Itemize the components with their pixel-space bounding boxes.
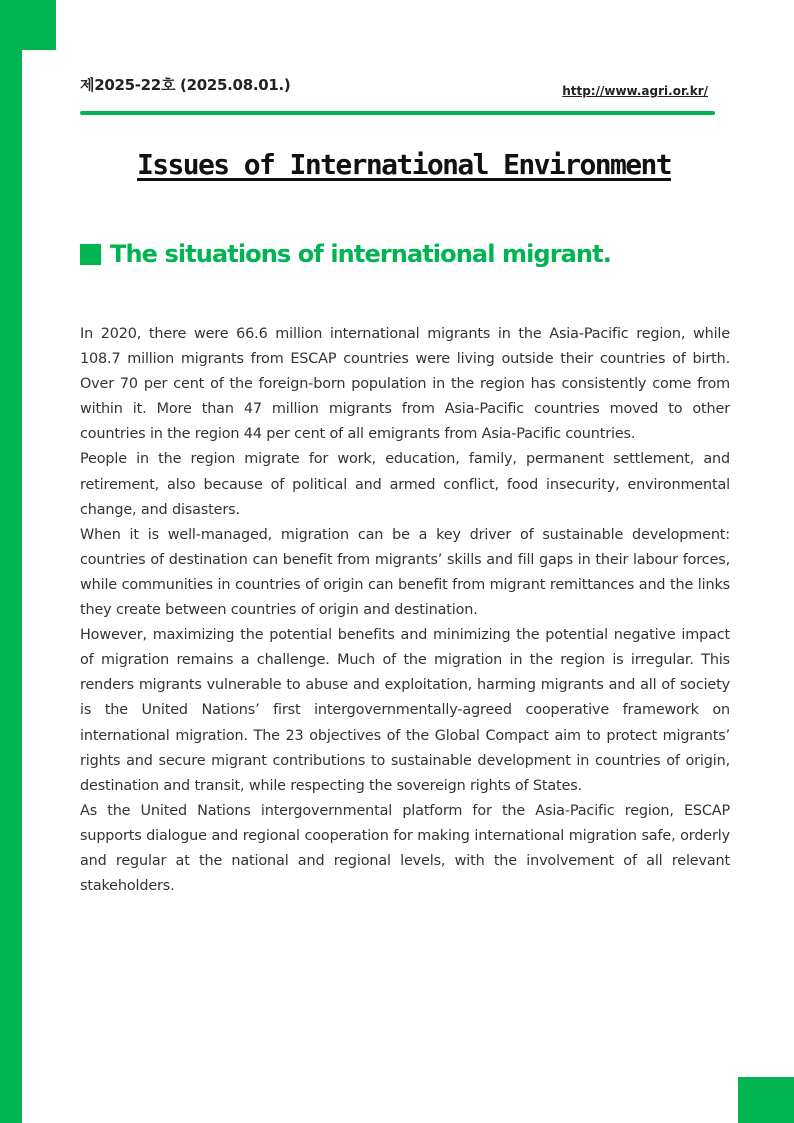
issue-number: 제2025-22호 (2025.08.01.) (80, 76, 291, 94)
article-body (80, 322, 730, 899)
left-accent-bar (0, 0, 22, 1123)
section-heading-text: The situations of international migrant. (110, 240, 611, 268)
header-divider (80, 111, 715, 115)
top-accent-block (0, 0, 56, 50)
section-heading (80, 240, 611, 268)
page-title: Issues of International Environment (136, 148, 671, 181)
body-paragraph-5: As the United Nations intergovernmental platform for the Asia-Pacific region, ESCAP supports dialogue and regional cooperation for making international migration safe, orderly and regular at the national and regional levels, with the involvement of all relevant stakeholders. (80, 802, 730, 895)
square-bullet-icon (80, 244, 101, 265)
body-paragraph-4: However, maximizing the potential benefits and minimizing the potential negative impact of migration remains a challenge. Much of the migration in the region is irregular. This renders migrants vulnerable to abuse and exploitation, harming migrants and all of society is the United Nations’ first intergovernmentally-agreed cooperative framework on international migration. The 23 objectives of the Global Compact aim to protect migrants’ rights and secure migrant contributions to sustainable development in countries of origin, destination and transit, while respecting the sovereign rights of States. (80, 627, 730, 794)
body-paragraph-2: People in the region migrate for work, education, family, permanent settlement, and retirement, also because of political and armed conflict, food insecurity, environmental change, and disasters. (80, 451, 730, 518)
website-link[interactable]: http://www.agri.or.kr/ (562, 84, 708, 98)
body-paragraph-3: When it is well-managed, migration can be a key driver of sustainable development: countries of destination can benefit from migrants’ skills and fill gaps in their labour forces, while communities in countries of origin can benefit from migrant remittances and the links they create between countries of origin and destination. (80, 526, 730, 619)
bottom-accent-block (738, 1077, 794, 1123)
body-paragraph-1: In 2020, there were 66.6 million international migrants in the Asia-Pacific region, while 108.7 million migrants from ESCAP countries were living outside their countries of birth. Over 70 per cent of the foreign-born population in the region has consistently come from within it. More than 47 million migrants from Asia-Pacific countries moved to other countries in the region 44 per cent of all emigrants from Asia-Pacific countries. (80, 326, 730, 443)
